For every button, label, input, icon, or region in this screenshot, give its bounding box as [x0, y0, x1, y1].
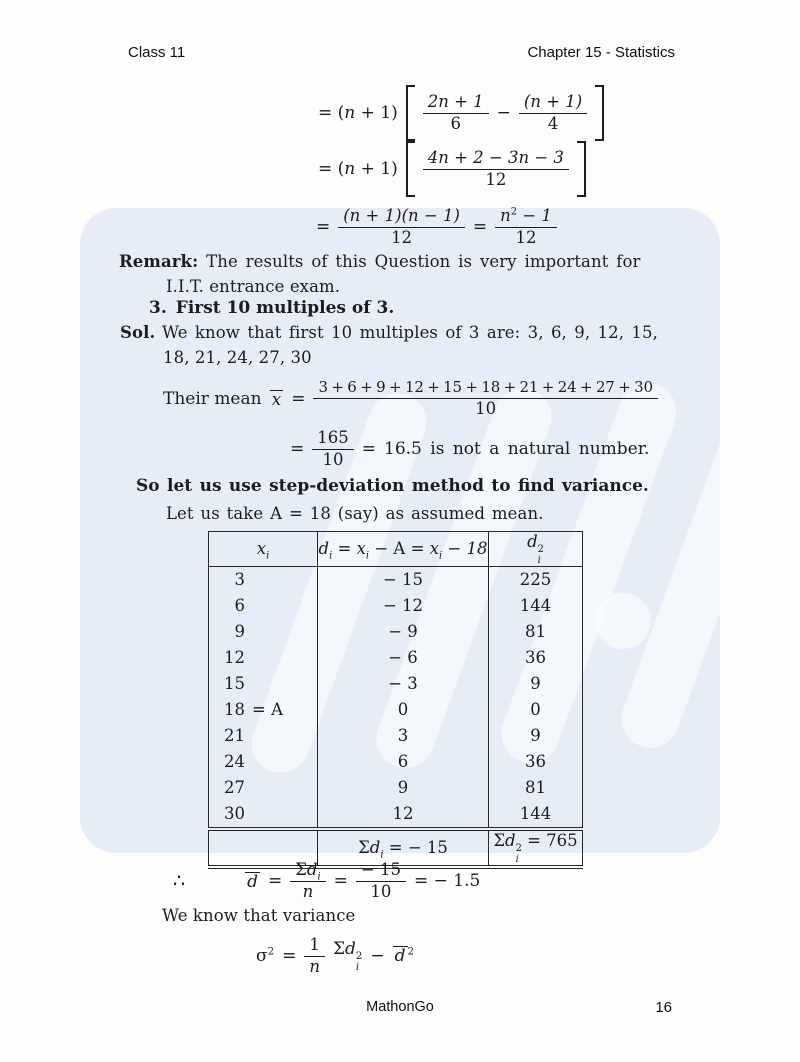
table-row: 21 3 9	[209, 723, 583, 749]
mean-lead: Their mean	[163, 389, 262, 409]
eq3-fraction-1: $\frac{(n + 1)(n - 1)}{12}$	[338, 207, 465, 248]
sigma-squared: $\sigma^2$	[256, 946, 275, 966]
equation-2	[318, 140, 586, 198]
eq1-minus: −	[496, 103, 511, 123]
mean2-text: 16.5 is not a natural number.	[384, 439, 650, 459]
x-bar: x	[271, 389, 282, 410]
mean-equation	[163, 373, 658, 425]
dbar-fraction-1: $\frac{\Sigma d_i}{n}$	[290, 861, 325, 902]
remark-text: The results of this Question is very important for	[206, 252, 641, 271]
eq1-lead: = (n + 1)	[318, 103, 398, 123]
d-bar-equation	[173, 857, 480, 905]
eq3-equals-2: =	[472, 217, 488, 237]
dbar-result: = − 1.5	[413, 871, 481, 891]
d-bar-squared: d $^2$	[394, 946, 415, 966]
footer-brand: MathonGo	[366, 999, 434, 1015]
table-header-row	[209, 532, 583, 567]
solution-line-1	[120, 323, 680, 342]
eq2-bracket-group	[406, 141, 586, 197]
table-row: 27 9 81	[209, 775, 583, 801]
varf-fraction: $\frac{1}{n}$	[304, 936, 325, 977]
solution-line-2: 18, 21, 24, 27, 30	[163, 348, 312, 367]
eq1-bracket-group	[406, 85, 605, 141]
solution-text: We know that first 10 multiples of 3 are: 3, 6, 9, 12, 15,	[162, 323, 658, 342]
question-title: First 10 multiples of 3.	[175, 298, 395, 318]
mean2-fraction: $\frac{165}{10}$	[312, 429, 354, 470]
variance-intro: We know that variance	[162, 906, 356, 925]
table-row: 12 − 6 36	[209, 645, 583, 671]
right-bracket-icon	[595, 85, 604, 141]
remark-label: Remark:	[119, 252, 199, 271]
question-number: 3.	[149, 298, 167, 318]
header-chapter: Chapter 15 - Statistics	[527, 44, 675, 61]
header-di: $d_i = x_i - A = x_i - 18$	[318, 532, 489, 567]
eq1-fraction-1: $\frac{2n + 1}{6}$	[423, 93, 489, 134]
header-class: Class 11	[128, 44, 186, 61]
table-row: 3 − 15 225	[209, 566, 583, 593]
left-bracket-icon	[406, 85, 415, 141]
right-bracket-icon	[577, 141, 586, 197]
left-bracket-icon	[406, 141, 415, 197]
deviation-table	[208, 531, 583, 869]
therefore-symbol: ∴	[173, 870, 186, 892]
mean-fraction: $\frac{3 + 6 + 9 + 12 + 15 + 18 + 21 + 24 + 27 + 30}{10}$	[313, 379, 657, 418]
equation-3	[316, 202, 557, 252]
totals-sum-di: $\Sigma d_i$ = − 15	[318, 829, 489, 867]
remark-line	[119, 252, 685, 271]
table-row: 24 6 36	[209, 749, 583, 775]
remark-line-2: I.I.T. entrance exam.	[166, 277, 341, 296]
dbar-fraction-2: $\frac{- 15}{10}$	[356, 861, 406, 902]
watermark-dot	[595, 593, 651, 649]
table-row: 15 − 3 9	[209, 671, 583, 697]
varf-minus: −	[370, 946, 385, 966]
eq3-equals-1: =	[316, 217, 331, 237]
table-row: 9 − 9 81	[209, 619, 583, 645]
variance-formula	[256, 929, 414, 983]
mean2-equals-1: =	[290, 439, 305, 459]
eq2-lead: = (n + 1)	[318, 159, 398, 179]
header-di-squared: d 2 i	[489, 532, 583, 567]
footer-page-number: 16	[655, 999, 672, 1016]
sum-di-squared: Σd 2 i	[332, 938, 363, 974]
header-xi: $x_i$	[209, 532, 318, 567]
eq2-fraction: $\frac{4n + 2 - 3n - 3}{12}$	[423, 149, 569, 190]
table-row: 6 − 12 144	[209, 593, 583, 619]
equation-1	[318, 84, 604, 142]
dbar-equals-2: =	[333, 871, 348, 891]
solution-label: Sol.	[120, 323, 156, 342]
table-row-assumed-mean: 18 = A 0 0	[209, 697, 583, 723]
eq1-fraction-2: $\frac{(n + 1)}{4}$	[519, 93, 587, 134]
totals-sum-di-squared: Σd 2 i = 765	[489, 829, 583, 867]
table-row: 30 12 144	[209, 801, 583, 829]
assumed-mean-statement: Let us take A = 18 (say) as assumed mean.	[166, 504, 544, 523]
dbar-equals-1: =	[267, 871, 283, 891]
question-3-heading	[149, 298, 394, 318]
d-bar: d	[247, 871, 258, 892]
mean-result-equation	[290, 425, 649, 473]
eq3-fraction-2: $\frac{n^2 - 1}{12}$	[495, 207, 557, 248]
mean2-equals-2: =	[361, 439, 376, 459]
mean-equals: =	[291, 389, 306, 409]
step-deviation-statement: So let us use step-deviation method to find variance.	[136, 476, 649, 496]
varf-equals: =	[282, 946, 297, 966]
